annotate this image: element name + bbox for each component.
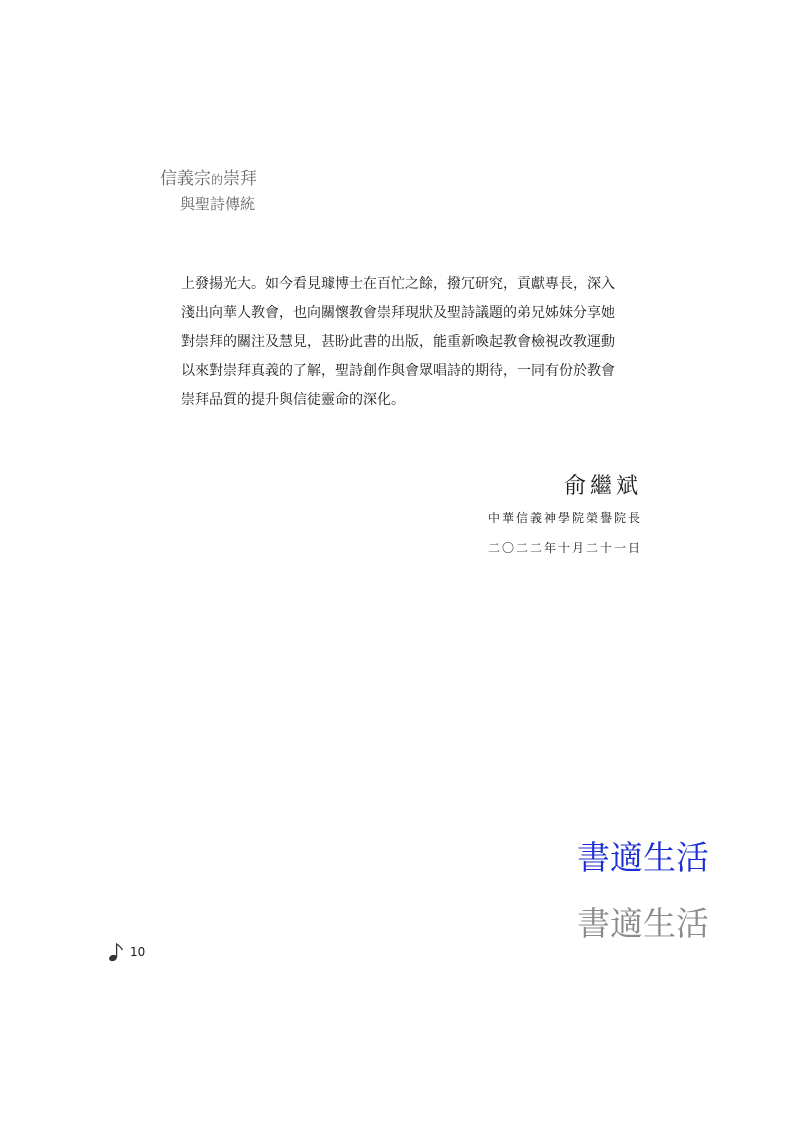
signature-title: 中華信義神學院榮譽院長 <box>487 511 642 525</box>
signature-block <box>488 470 642 564</box>
body-line: 對崇拜的關注及慧見，甚盼此書的出版，能重新喚起教會檢視改教運動 <box>181 334 615 350</box>
running-header <box>160 166 257 215</box>
body-line: 上發揚光大。如今看見璩博士在百忙之餘，撥冗研究，貢獻專長，深入 <box>181 276 615 292</box>
header-text-a: 信義宗 <box>160 169 211 189</box>
page-number: 10 <box>130 945 146 959</box>
header-line-2: 與聖詩傳統 <box>180 195 256 213</box>
body-line: 崇拜品質的提升與信徒靈命的深化。 <box>181 392 405 408</box>
body-line: 淺出向華人教會，也向關懷教會崇拜現狀及聖詩議題的弟兄姊妹分享她 <box>181 305 615 321</box>
header-line-1 <box>160 166 257 193</box>
brand-logo-blue: 書適生活 <box>577 838 709 877</box>
body-line: 以來對崇拜真義的了解，聖詩創作與會眾唱詩的期待，一同有份於教會 <box>181 363 615 379</box>
header-text-b: 的 <box>211 173 224 187</box>
header-text-c: 崇拜 <box>223 169 258 189</box>
body-paragraph <box>181 270 647 415</box>
page-number-footer <box>108 942 145 962</box>
signature-date: 二〇二二年十月二十一日 <box>487 541 642 555</box>
signature-name: 俞繼斌 <box>563 474 642 499</box>
brand-logo-gray: 書適生活 <box>577 904 709 943</box>
music-note-icon <box>108 942 124 962</box>
